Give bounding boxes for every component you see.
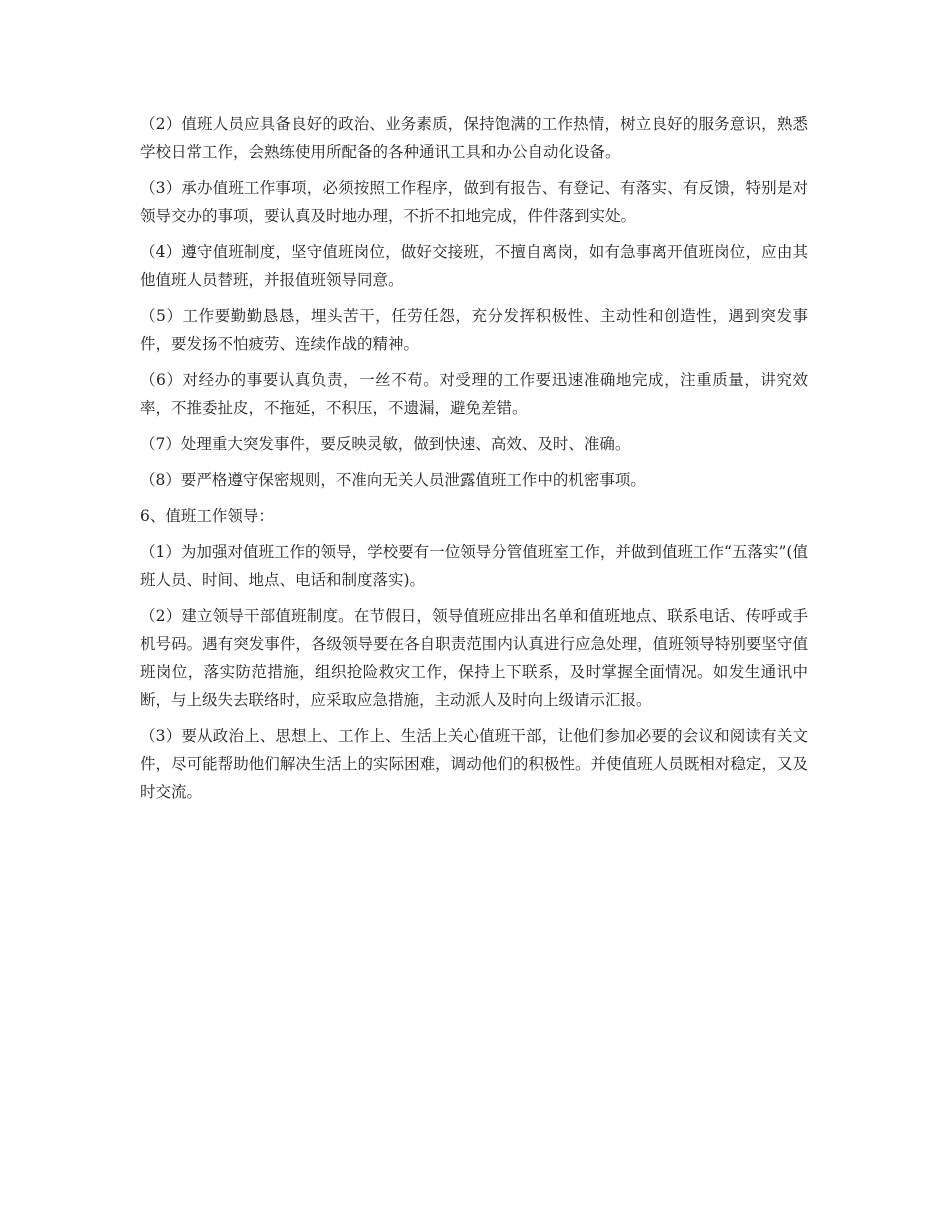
paragraph-duty-confidentiality: （8）要严格遵守保密规则，不准向无关人员泄露值班工作中的机密事项。 [140,471,646,489]
paragraph-leadership-care: （3）要从政治上、思想上、工作上、生活上关心值班干部，让他们参加必要的会议和阅读有关文件，尽可能帮助他们解决生活上的实际困难，调动他们的积极性。并使值班人员既相对稳定，又及时交流。 [140,727,808,801]
section-heading-duty-leadership: 6、值班工作领导： [140,507,274,525]
paragraph-duty-diligence: （5）工作要勤勤恳恳，埋头苦干，任劳任怨，充分发挥积极性、主动性和创造性，遇到突发事件，要发扬不怕疲劳、连续作战的精神。 [140,307,808,353]
paragraph-leadership-five-implementations: （1）为加强对值班工作的领导，学校要有一位领导分管值班室工作，并做到值班工作“五落实”(值班人员、时间、地点、电话和制度落实)。 [140,543,808,589]
paragraph-duty-responsibility: （6）对经办的事要认真负责，一丝不苟。对受理的工作要迅速准确地完成，注重质量，讲究效率，不推委扯皮，不拖延，不积压，不遗漏，避免差错。 [140,371,808,417]
document-page [140,110,808,814]
paragraph-duty-post: （4）遵守值班制度，坚守值班岗位，做好交接班，不擅自离岗，如有急事离开值班岗位，应由其他值班人员替班，并报值班领导同意。 [140,243,808,289]
paragraph-duty-quality: （2）值班人员应具备良好的政治、业务素质，保持饱满的工作热情，树立良好的服务意识，熟悉学校日常工作，会熟练使用所配备的各种通讯工具和办公自动化设备。 [140,115,808,161]
paragraph-duty-emergency: （7）处理重大突发事件，要反映灵敏，做到快速、高效、及时、准确。 [140,435,631,453]
paragraph-leadership-cadre-duty: （2）建立领导干部值班制度。在节假日，领导值班应排出名单和值班地点、联系电话、传呼或手机号码。遇有突发事件，各级领导要在各自职责范围内认真进行应急处理，值班领导特别要坚守值班岗位，落实防范措施，组织抢险救灾工作，保持上下联系，及时掌握全面情况。如发生通讯中断，与上级失去联络时，应采取应急措施，主动派人及时向上级请示汇报。 [140,607,808,709]
paragraph-duty-procedure: （3）承办值班工作事项，必须按照工作程序，做到有报告、有登记、有落实、有反馈，特别是对领导交办的事项，要认真及时地办理，不折不扣地完成，件件落到实处。 [140,179,808,225]
